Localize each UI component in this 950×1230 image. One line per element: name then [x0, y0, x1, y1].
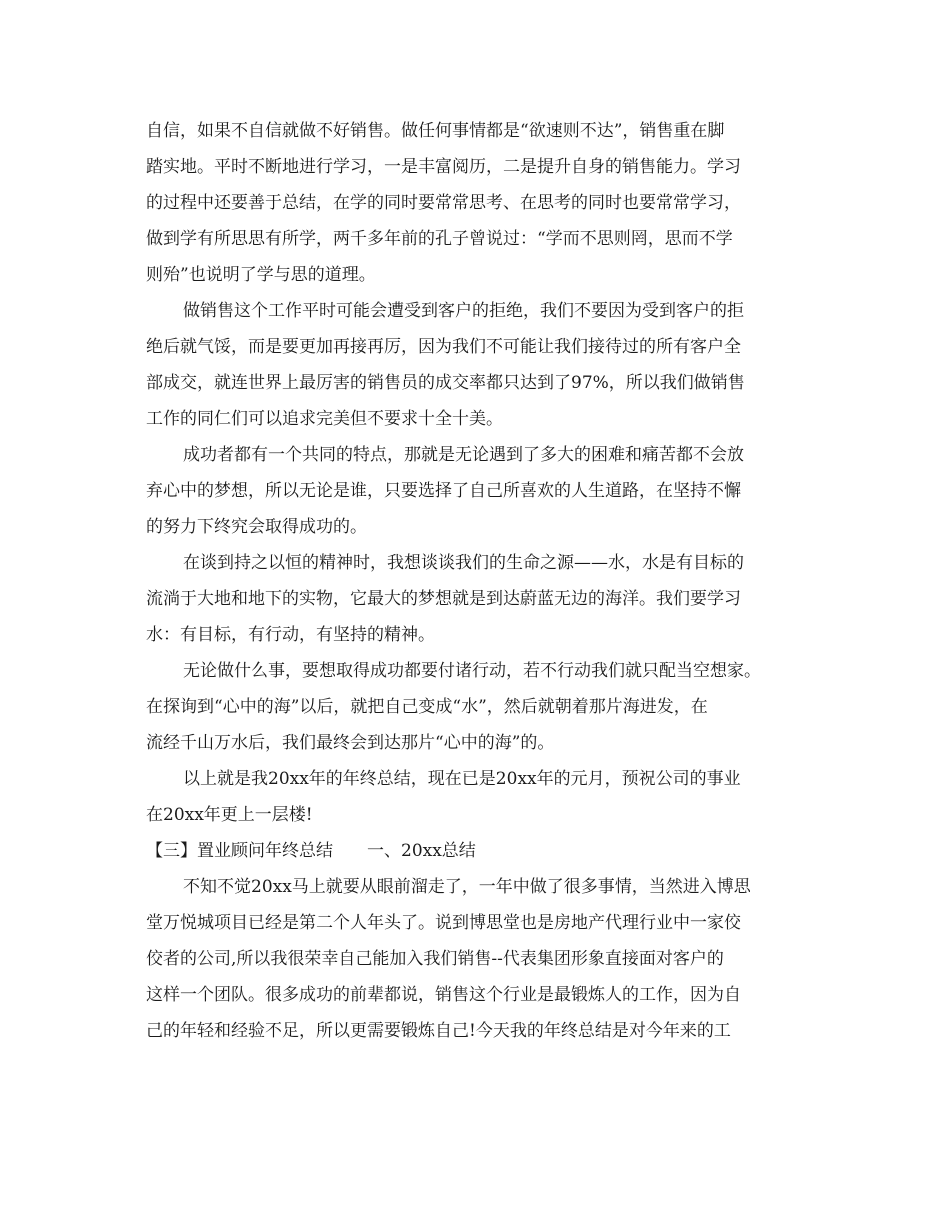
text-line: 流经千山万水后，我们最终会到达那片“心中的海”的。: [146, 733, 555, 753]
text-line: 绝后就气馁，而是要更加再接再厉，因为我们不可能让我们接待过的所有客户全: [146, 337, 741, 357]
text-line: 不知不觉20xx马上就要从眼前溜走了，一年中做了很多事情，当然进入博思: [183, 877, 751, 897]
text-line: 成功者都有一个共同的特点，那就是无论遇到了多大的困难和痛苦都不会放: [183, 445, 744, 465]
text-line: 则殆”也说明了学与思的道理。: [146, 265, 376, 285]
text-line: 在20xx年更上一层楼!: [146, 805, 313, 825]
text-line: 以上就是我20xx年的年终总结，现在已是20xx年的元月，预祝公司的事业: [183, 769, 741, 789]
text-line: 踏实地。平时不断地进行学习，一是丰富阅历，二是提升自身的销售能力。学习: [146, 157, 741, 177]
text-line: 自信，如果不自信就做不好销售。做任何事情都是“欲速则不达”，销售重在脚: [146, 121, 725, 141]
text-line: 堂万悦城项目已经是第二个人年头了。说到博思堂也是房地产代理行业中一家佼: [146, 913, 741, 933]
text-line: 在谈到持之以恒的精神时，我想谈谈我们的生命之源——水，水是有目标的: [183, 553, 744, 573]
text-line: 流淌于大地和地下的实物，它最大的梦想就是到达蔚蓝无边的海洋。我们要学习: [146, 589, 741, 609]
text-line: 做到学有所思思有所学，两千多年前的孔子曾说过：“学而不思则罔，思而不学: [146, 229, 733, 249]
section-heading: 【三】置业顾问年终总结 一、20xx总结: [146, 841, 476, 861]
text-line: 在探询到“心中的海”以后，就把自己变成“水”，然后就朝着那片海进发，在: [146, 697, 708, 717]
text-line: 部成交，就连世界上最厉害的销售员的成交率都只达到了97%，所以我们做销售: [146, 373, 745, 393]
text-line: 无论做什么事，要想取得成功都要付诸行动，若不行动我们就只配当空想家。: [183, 661, 761, 681]
text-line: 弃心中的梦想，所以无论是谁，只要选择了自己所喜欢的人生道路，在坚持不懈: [146, 481, 741, 501]
text-line: 水：有目标，有行动，有坚持的精神。: [146, 625, 435, 645]
text-line: 己的年轻和经验不足，所以更需要锻炼自己!今天我的年终总结是对今年来的工: [146, 1021, 731, 1041]
text-line: 做销售这个工作平时可能会遭受到客户的拒绝，我们不要因为受到客户的拒: [183, 301, 744, 321]
text-line: 佼者的公司,所以我很荣幸自己能加入我们销售--代表集团形象直接面对客户的: [146, 949, 724, 969]
text-line: 的过程中还要善于总结，在学的同时要常常思考、在思考的同时也要常常学习，: [146, 193, 741, 213]
text-line: 的努力下终究会取得成功的。: [146, 517, 367, 537]
text-line: 这样一个团队。很多成功的前辈都说，销售这个行业是最锻炼人的工作，因为自: [146, 985, 741, 1005]
text-line: 工作的同仁们可以追求完美但不要求十全十美。: [146, 409, 503, 429]
